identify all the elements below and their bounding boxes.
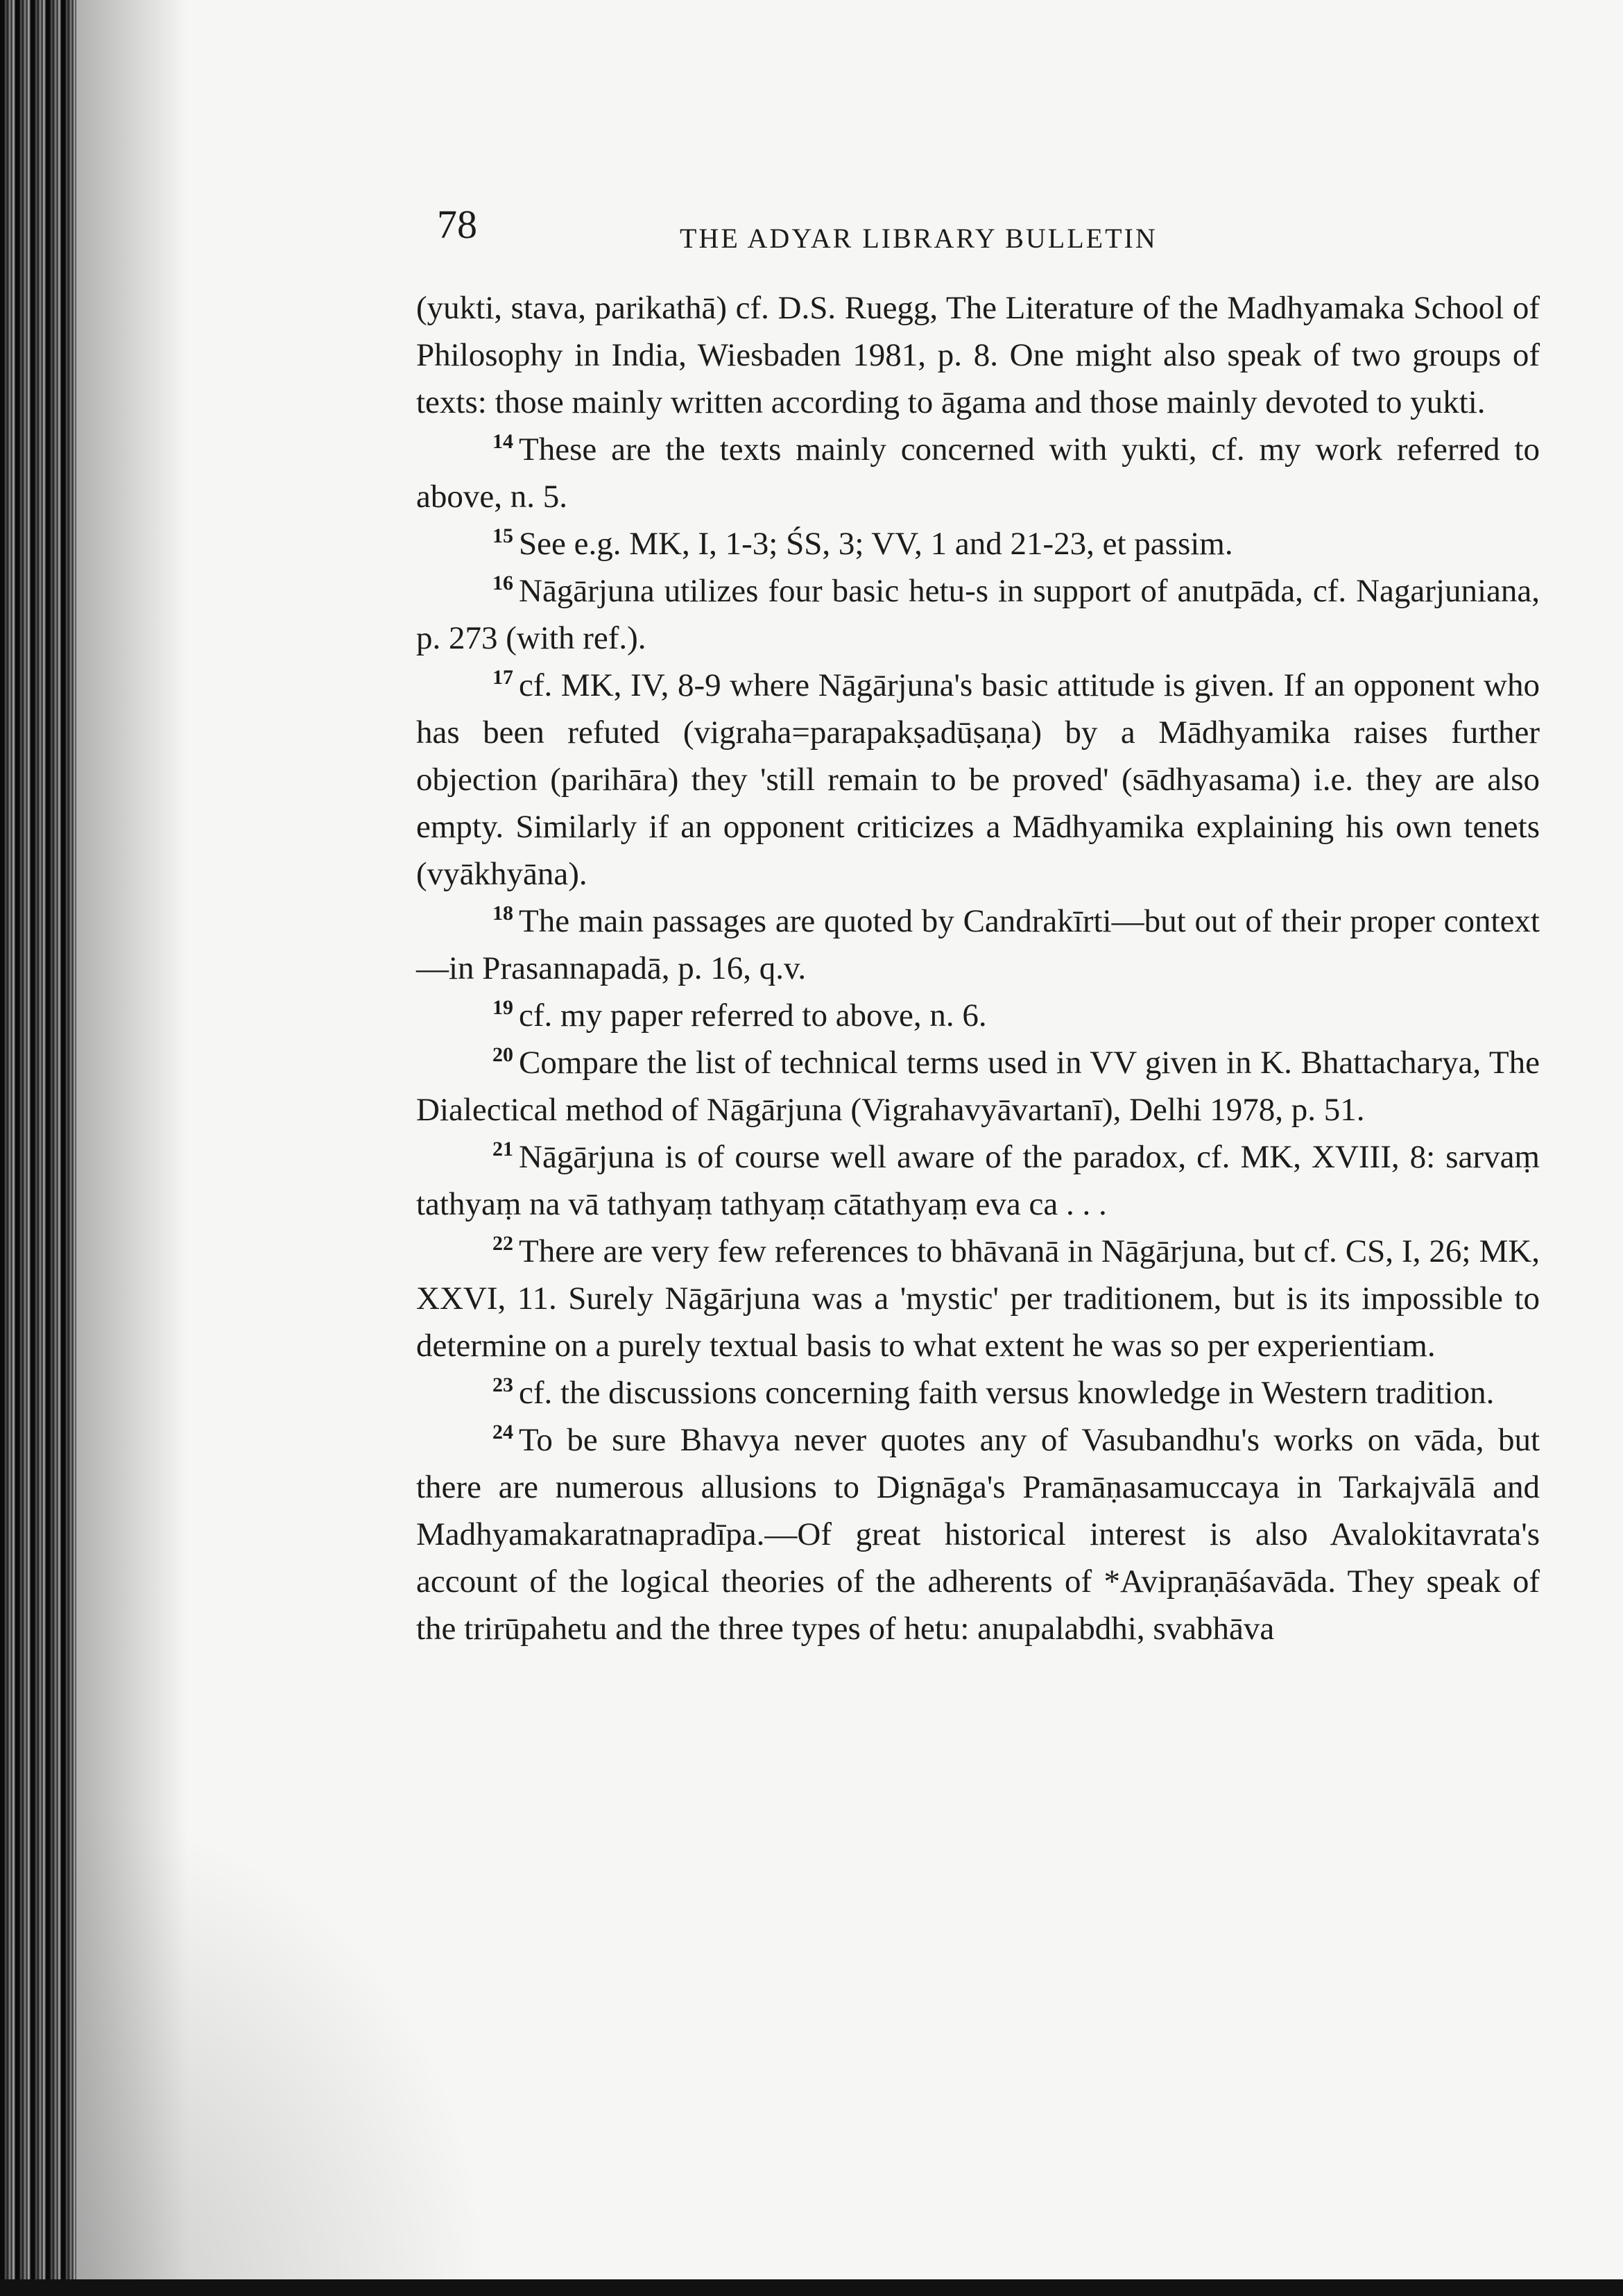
footnote bbox=[416, 567, 1540, 662]
footnote-number: 23 bbox=[492, 1373, 513, 1397]
running-title: THE ADYAR LIBRARY BULLETIN bbox=[680, 223, 1158, 254]
continuation-paragraph: (yukti, stava, parikathā) cf. D.S. Ruegg, The Literature of the Madhyamaka School of Philosophy in India, Wiesbaden 1981, p. 8. One might also speak of two groups of texts: those mainly written according to āgama and those mainly devoted to yukti. bbox=[416, 290, 1540, 420]
footnote-text: These are the texts mainly concerned with yukti, cf. my work referred to above, n. 5. bbox=[416, 431, 1540, 515]
footnote bbox=[416, 426, 1540, 520]
page-header bbox=[416, 201, 1540, 284]
footnote-text: cf. my paper referred to above, n. 6. bbox=[519, 997, 987, 1034]
footnote-number: 20 bbox=[492, 1043, 513, 1067]
page-number: 78 bbox=[437, 202, 477, 247]
footnote-text: There are very few references to bhāvanā in Nāgārjuna, but cf. CS, I, 26; MK, XXVI, 11. Surely Nāgārjuna was a 'mystic' per traditionem, but is its impossible to determine on a purely textual basis to what extent he was so per experientiam. bbox=[416, 1233, 1540, 1364]
footnote-number: 24 bbox=[492, 1421, 513, 1444]
book-spine-shadow bbox=[0, 0, 76, 2296]
footnote-text: Nāgārjuna is of course well aware of the paradox, cf. MK, XVIII, 8: sarvaṃ tathyaṃ na vā tathyaṃ tathyaṃ cātathyaṃ eva ca . . . bbox=[416, 1139, 1540, 1222]
footnote bbox=[416, 662, 1540, 898]
page bbox=[416, 201, 1540, 1652]
footnote-number: 21 bbox=[492, 1138, 513, 1161]
footnote-text: See e.g. MK, I, 1-3; ŚS, 3; VV, 1 and 21-23, et passim. bbox=[519, 526, 1233, 562]
footnote-list bbox=[416, 426, 1540, 1652]
footnote bbox=[416, 992, 1540, 1039]
footnote-text: Nāgārjuna utilizes four basic hetu-s in support of anutpāda, cf. Nagarjuniana, p. 273 (with ref.). bbox=[416, 573, 1540, 656]
footnote bbox=[416, 898, 1540, 992]
footnote-number: 14 bbox=[492, 430, 513, 454]
footnote-text: cf. the discussions concerning faith versus knowledge in Western tradition. bbox=[519, 1375, 1495, 1411]
footnote bbox=[416, 520, 1540, 567]
footnote-text: To be sure Bhavya never quotes any of Vasubandhu's works on vāda, but there are numerous allusions to Dignāga's Pramāṇasamuccaya in Tarkajvālā and Madhyamakaratnapradīpa.—Of great historical interest is also Avalokitavrata's account of the logical theories of the adherents of *Avipraṇāśavāda. They speak of the trirūpahetu and the three types of hetu: anupalabdhi, svabhāva bbox=[416, 1422, 1540, 1647]
footnote-number: 17 bbox=[492, 666, 513, 689]
footnotes-body bbox=[416, 284, 1540, 1652]
footnote bbox=[416, 1039, 1540, 1133]
footnote bbox=[416, 1133, 1540, 1228]
footnote-text: cf. MK, IV, 8-9 where Nāgārjuna's basic attitude is given. If an opponent who has been refuted (vigraha=parapakṣadūṣaṇa) by a Mādhyamika raises further objection (parihāra) they 'still remain to be proved' (sādhyasama) i.e. they are also empty. Similarly if an opponent criticizes a Mādhyamika explaining his own tenets (vyākhyāna). bbox=[416, 667, 1540, 892]
scan-bottom-edge bbox=[0, 2279, 1623, 2296]
footnote bbox=[416, 1369, 1540, 1416]
footnote-number: 16 bbox=[492, 572, 513, 595]
footnote-text: The main passages are quoted by Candrakīrti—but out of their proper context—in Prasannapadā, p. 16, q.v. bbox=[416, 903, 1540, 986]
footnote-number: 18 bbox=[492, 902, 513, 925]
footnote-number: 22 bbox=[492, 1232, 513, 1256]
scan-corner-shade bbox=[76, 1810, 492, 2296]
footnote-number: 19 bbox=[492, 996, 513, 1020]
footnote-text: Compare the list of technical terms used in VV given in K. Bhattacharya, The Dialectical method of Nāgārjuna (Vigrahavyāvartanī), Delhi 1978, p. 51. bbox=[416, 1045, 1540, 1128]
footnote bbox=[416, 1416, 1540, 1652]
footnote bbox=[416, 1228, 1540, 1369]
footnote-number: 15 bbox=[492, 524, 513, 548]
